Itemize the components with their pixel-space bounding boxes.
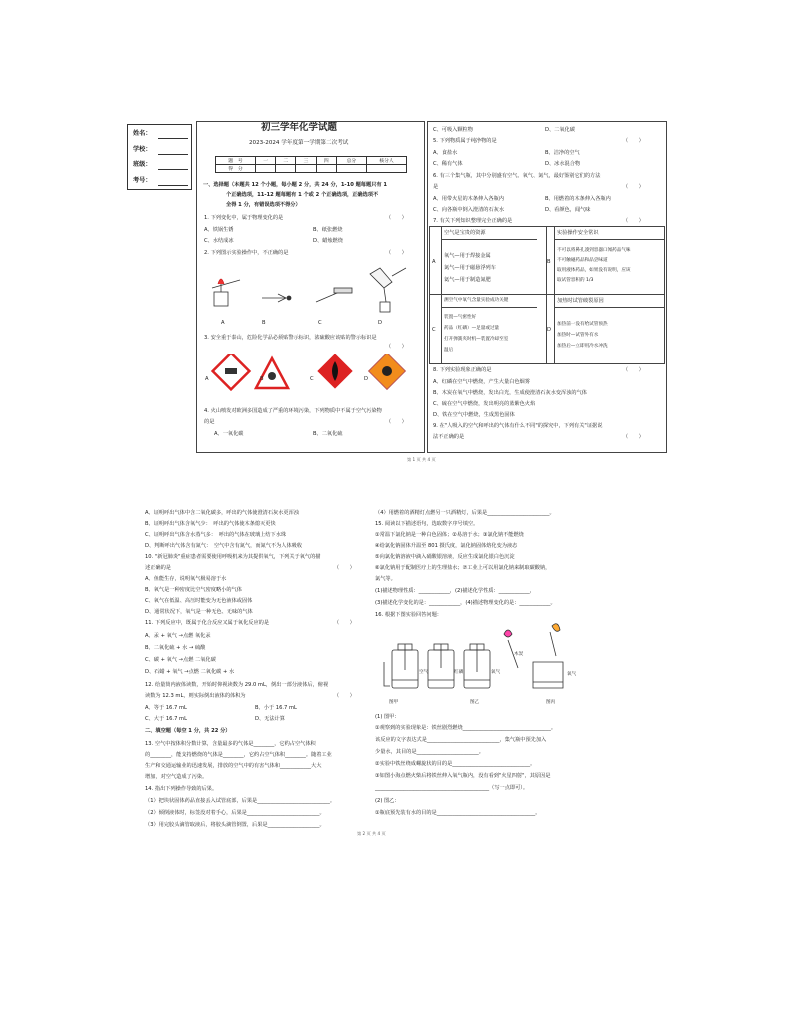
answer-bracket: （ ） <box>386 250 407 256</box>
answer-bracket: （ ） <box>386 215 407 221</box>
q6-stem: 6. 有三个集气瓶，其中分别盛有空气、氧气、氮气，最好鉴别它们的方法 <box>433 173 601 179</box>
q5-stem: 5. 下列物质属于纯净物的是 <box>433 138 497 144</box>
exam-title: 初三学年化学试题 <box>261 122 338 133</box>
q16-line: ③如图小海点燃火柴后将铁丝伸入氧气瓶内，没有看到"火星四射"，其原因是 <box>375 773 551 779</box>
q3-label-d: D <box>364 376 368 382</box>
q7c-line: 药品（红磷）—足量或过量 <box>444 326 500 331</box>
q1-stem: 1. 下列变化中，属于物理变化的是 <box>204 215 284 221</box>
q9-stem-2: 法不正确的是 <box>433 434 465 440</box>
answer-bracket: （ ） <box>623 184 644 190</box>
score-cell: 四 <box>316 157 336 165</box>
q7-cell-a: A <box>432 259 436 265</box>
q7d-line: 加热前一没有给试管预热 <box>557 322 608 327</box>
q7b-line: 取试管容积的 1/3 <box>557 278 594 283</box>
q12-stem-2: 读数为 12.3 mL，则实际倒出液体的体积为 <box>145 693 246 699</box>
toxic-sign-icon <box>256 358 288 388</box>
score-cell: 三 <box>296 157 316 165</box>
q12-option-b: B、小于 16.7 mL <box>255 705 297 711</box>
q7c-line: 装置—气密性好 <box>444 315 477 320</box>
q15-line: ①常温下氯化钠是一种白色固体；②易溶于水；③氯化钠不能燃烧 <box>375 532 524 538</box>
q12-option-a: A、等于 16.7 mL <box>145 705 187 711</box>
q1-option-b: B、纸张燃烧 <box>313 227 343 233</box>
q7d-line: 加热时—试管外有水 <box>557 333 599 338</box>
q14-item: （1）把块状固体药品直接丢入试管底部，后果是____________________________。 <box>145 798 336 804</box>
explosive-sign-icon <box>369 354 406 389</box>
section2-title: 二、填空题（每空 1 分，共 22 分） <box>145 728 231 734</box>
q14-item: （2）倾倒液体时，标签没对着手心，后果是____________________________。 <box>145 810 325 816</box>
q16-line: ____________________________________________（写一点即可）。 <box>375 785 529 791</box>
q5-option-c: C、稀有气体 <box>433 161 463 167</box>
section1-title-3: 全得 1 分，有错误选项不得分） <box>226 202 301 208</box>
q11-option-b: B、二氧化硫 + 水 → 硫酸 <box>145 645 206 651</box>
q15-stem: 15. 阅读以下描述语句，选取数字序号填空。 <box>375 521 479 527</box>
score-table <box>215 156 407 173</box>
q2-stem: 2. 下列图示实验操作中，不正确的是 <box>204 250 289 256</box>
q15-answer-line: (3)描述化学变化的是：____________，(4)描述物理变化的是：____________。 <box>375 600 556 606</box>
q7b-line: 取用液体药品，如果没有说明，应该 <box>557 268 631 273</box>
answer-bracket: （ ） <box>334 565 355 571</box>
q7-cell-b: B <box>547 259 551 265</box>
q13-line: 13. 空气中按体积分数计算，含量最多的气体是________，它约占空气体积 <box>145 741 316 747</box>
q3-label-c: C <box>310 376 314 382</box>
q11-option-a: A、汞 + 氧气 →点燃 氧化汞 <box>145 633 211 639</box>
score-cell: 核分人 <box>366 157 406 165</box>
q16-stem: 16. 根据下图实验回答问题： <box>375 612 442 618</box>
answer-bracket: （ ） <box>334 620 355 626</box>
q10-stem-2: 述正确的是 <box>145 565 171 571</box>
flammable-sign-icon <box>317 354 354 389</box>
figure-label-a: 图甲 <box>389 700 399 705</box>
q12-option-d: D、无法计算 <box>255 716 285 722</box>
q8-option-a: A、红磷在空气中燃烧，产生大量白色烟雾 <box>433 379 530 385</box>
q15-line: ⑤向氯化钠溶液中滴入硝酸银溶液，反应生成氯化银白色沉淀 <box>375 554 515 560</box>
q10-option-b: B、氧气是一种密度比空气密度略小的气体 <box>145 587 242 593</box>
q10-option-a: A、鱼能生存，说明氧气极易溶于水 <box>145 576 227 582</box>
q7c-line: 打开弹簧夹时机—装置冷却至室 <box>444 337 509 342</box>
q4-stem: 4. 火山喷发对欧洲多国造成了严重的环境污染，下列物质中不属于空气污染物 <box>204 408 382 414</box>
corrosive-sign-icon <box>213 354 250 389</box>
score-cell: 题 号 <box>216 157 256 165</box>
score-cell: 总分 <box>336 157 366 165</box>
q3-label-a: A <box>205 376 209 382</box>
score-cell <box>255 165 275 173</box>
page-number-1: 第 1 页 共 4 页 <box>407 457 436 462</box>
figure-tag: 空气 <box>419 670 429 675</box>
figure-label-b: 图乙 <box>470 700 480 705</box>
section1-title: 一、选择题（本题共 12 个小题，每小题 2 分，共 24 分，1-10 题每题只有 1 <box>203 182 387 188</box>
q9-stem: 9. 在"人吸入的空气和呼出的气体有什么不同"的探究中，下列有关"证据说 <box>433 423 603 429</box>
q9-option-b: B、证明呼出气体含氧气少： 呼出的气体使木条熄灭更快 <box>145 521 276 527</box>
q11-option-c: C、碳 + 氧气 →点燃 二氧化碳 <box>145 657 216 663</box>
q16-part1: (1) 图甲： <box>375 714 400 720</box>
score-cell: 一 <box>255 157 275 165</box>
q7-stem: 7. 有关下列知识整理完全正确的是 <box>433 218 513 224</box>
q7-cell-d: D <box>547 327 551 333</box>
q5-option-a: A、食盐水 <box>433 150 458 156</box>
score-cell <box>336 165 366 173</box>
q9-option-d: D、判断呼出气体含有氮气： 空气中含有氮气，而氮气不为人体吸收 <box>145 543 303 549</box>
q4-option-c: C、可吸入颗粒物 <box>433 127 473 133</box>
q8-option-c: C、硫在空气中燃烧，发出明亮的蓝紫色火焰 <box>433 401 536 407</box>
q11-option-d: D、石蜡 + 氧气 →点燃 二氧化碳 + 水 <box>145 669 235 675</box>
figure-label-c: 图丙 <box>546 700 556 705</box>
q1-option-d: D、蜡烛燃烧 <box>313 238 343 244</box>
exam-subtitle: 2023-2024 学年度第一学期第二次考试 <box>249 140 349 146</box>
score-cell <box>276 165 296 173</box>
score-cell <box>296 165 316 173</box>
q7a-line: 氦气—用于制造氮肥 <box>444 277 491 283</box>
answer-bracket: （ ） <box>623 218 644 224</box>
answer-bracket: （ ） <box>334 693 355 699</box>
answer-bracket: （ ） <box>386 419 407 425</box>
q13-line: 增加，对空气造成了污染。 <box>145 774 208 780</box>
q3-label-b: B <box>260 376 264 382</box>
q6-option-a: A、用带火星的木条伸入各瓶内 <box>433 196 504 202</box>
q12-stem: 12. 给量筒内液体读数，开始时仰视读数为 29.0 mL，倒出一部分液体后，俯视 <box>145 682 329 688</box>
q16-line: 该反应的文字表达式是____________________________，集气瓶中预先加入 <box>375 737 547 743</box>
q4-option-b: B、二氧化硫 <box>313 431 343 437</box>
q5-option-d: D、冰水混合物 <box>545 161 581 167</box>
q6-option-c: C、向各瓶中倒入澄清的石灰水 <box>433 207 505 213</box>
q8-option-b: B、木炭在氧气中燃烧，发出白光，生成使澄清石灰水变浑浊的气体 <box>433 390 587 396</box>
name-label: 姓名： <box>133 130 152 137</box>
answer-bracket: （ ） <box>623 434 644 440</box>
q4-option-a: A、一氧化碳 <box>214 431 244 437</box>
q2-label-b: B <box>262 320 266 326</box>
q15-line: 氯气等。 <box>375 576 396 582</box>
q1-option-c: C、水结成冰 <box>204 238 234 244</box>
q13-line: 生产和交通运输业的迅速发展，排放的空气中的有害气体和____________大大 <box>145 763 322 769</box>
q7-cell-c: C <box>432 327 436 333</box>
q8-stem: 8. 下列实验现象正确的是 <box>433 367 492 373</box>
score-cell: 二 <box>276 157 296 165</box>
section1-title-2: 个正确选项，11-12 题每题有 1 个或 2 个正确选项，正确选项不 <box>226 192 379 198</box>
q7a-line: 氮气—用于磁悬浮列车 <box>444 265 496 271</box>
q7b-line: 不可以将鼻孔凑到容器口闻药品气味 <box>557 248 631 253</box>
q13-line: 的________，能支持燃烧的气体是________，它约占空气体积________。随着工业 <box>145 752 332 758</box>
answer-bracket: （ ） <box>623 367 644 373</box>
score-cell <box>316 165 336 173</box>
q16-part2: (2) 图乙： <box>375 798 400 804</box>
q15-line: ④给氯化钠固体升温至 801 摄氏度，氯化钠固体熔化变为液态 <box>375 543 518 549</box>
q16-line: 少量水，其目的是________________________。 <box>375 749 484 755</box>
answer-bracket: （ ） <box>623 138 644 144</box>
q10-option-d: D、通常状况下，氧气是一种无色、无味的气体 <box>145 609 253 615</box>
q14-item: （4）用燃着的酒精灯点燃另一只酒精灯，后果是________________________。 <box>375 510 555 516</box>
q7d-line: 加热时试管破裂原因 <box>557 298 604 304</box>
q7a-line: 空气是宝贵的资源 <box>444 230 486 236</box>
answer-bracket: （ ） <box>386 344 407 350</box>
q7c-line: 测空气中氧气含量实验成功关键 <box>444 298 509 303</box>
q14-item: （3）用完胶头滴管取液后，将胶头滴管倒置，后果是____________________。 <box>145 822 325 828</box>
q16-line: ①瓶底预先装有水的目的是______________________________________。 <box>375 810 541 816</box>
q6-option-b: B、用燃着的木条伸入各瓶内 <box>545 196 611 202</box>
q7c-line: 温后 <box>444 348 454 353</box>
q7a-line: 氧气—用于焊接金属 <box>444 253 491 259</box>
q16-line: ②实验中铁丝绕成螺旋状的目的是______________________________。 <box>375 761 536 767</box>
figure-tag: 氧气 <box>567 672 577 677</box>
q14-stem: 14. 指出下列操作导致的后果。 <box>145 786 218 792</box>
q2-label-c: C <box>318 320 322 326</box>
q10-stem: 10. "新冠肺炎"重症患者需要使用呼吸机来为其提供氧气，下列关于氧气的描 <box>145 554 321 560</box>
student-info-box <box>127 124 192 190</box>
class-label: 班级： <box>133 161 152 168</box>
q6-option-d: D、看颜色，闻气味 <box>545 207 591 213</box>
q7d-line: 加热后—立即用冷水冲洗 <box>557 344 608 349</box>
q2-apparatus-figure <box>206 262 416 316</box>
score-cell <box>366 165 406 173</box>
q4-stem-2: 的是 <box>204 419 215 425</box>
q2-label-a: A <box>221 320 225 326</box>
q7b-line: 实验操作安全常识 <box>557 230 599 236</box>
q10-option-c: C、氧气在低温、高压时能变为无色液体或固体 <box>145 598 253 604</box>
figure-tag: 木炭 <box>514 652 524 657</box>
figure-tag: 氧气 <box>491 670 501 675</box>
q3-stem: 3. 安全重于泰山，危险化学品必须贴警示标识，浓硫酸应该贴的警示标识是 <box>204 335 377 341</box>
q16-line: ①观察到的实验现象是：铁丝剧烈燃烧__________________________________。 <box>375 725 557 731</box>
q4-option-d: D、二氧化碳 <box>545 127 575 133</box>
q12-option-c: C、大于 16.7 mL <box>145 716 187 722</box>
exam-number-label: 考号： <box>133 177 152 184</box>
q7b-line: 不可触碰药品和品尝味道 <box>557 258 608 263</box>
q1-option-a: A、铁锅生锈 <box>204 227 234 233</box>
q8-option-d: D、铁在空气中燃烧，生成黑色固体 <box>433 412 515 418</box>
q15-answer-line: (1)描述物理性质：____________，(2)描述化学性质：____________， <box>375 588 535 594</box>
q9-option-c: C、证明呼出气体含水蒸气多： 呼出的气体在玻璃上结下水珠 <box>145 532 287 538</box>
q5-option-b: B、洁净的空气 <box>545 150 580 156</box>
q9-option-a: A、证明呼出气体中含二氧化碳多，呼出的气体使澄清石灰水更浑浊 <box>145 510 299 516</box>
q6-stem-2: 是 <box>433 184 439 190</box>
score-cell: 得 分 <box>216 165 256 173</box>
school-label: 学校： <box>133 146 152 153</box>
q2-label-d: D <box>378 320 382 326</box>
q11-stem: 11. 下列反应中，既属于化合反应又属于氧化反应的是 <box>145 620 270 626</box>
q15-line: ⑥氯化钠用于配制医疗上的生理盐水；⑦工业上可以用氯化钠来制取碳酸钠， <box>375 565 551 571</box>
figure-tag: 红磷 <box>454 670 464 675</box>
exam-page-2 <box>0 500 794 1028</box>
page-number-2: 第 2 页 共 4 页 <box>357 831 386 836</box>
q16-experiment-figure <box>378 622 588 702</box>
